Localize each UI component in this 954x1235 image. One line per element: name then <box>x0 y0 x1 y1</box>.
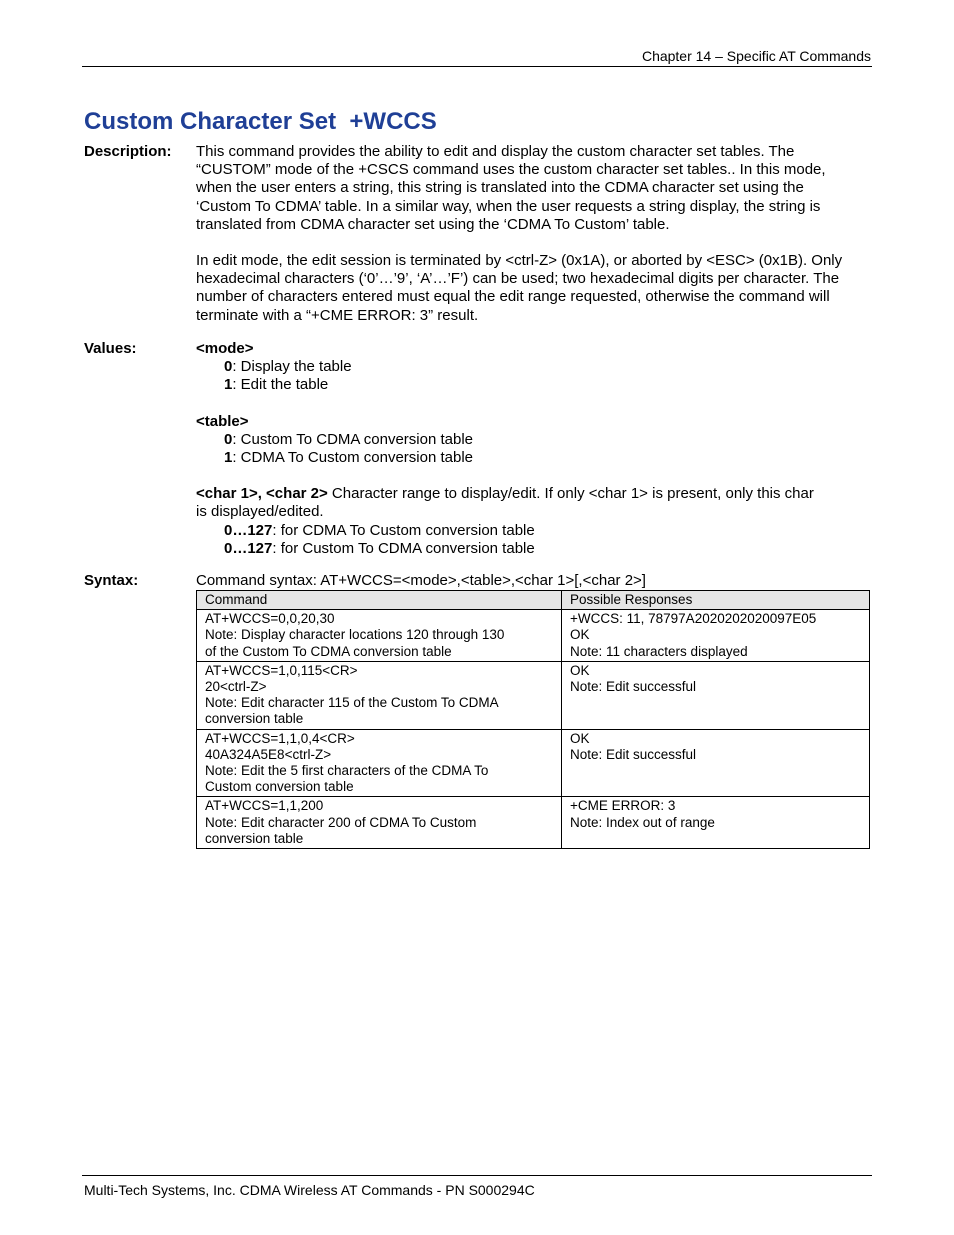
description-paragraph-2: In edit mode, the edit session is terminated by <ctrl-Z> (0x1A), or aborted by <ESC> (0x1B). Only hexadecimal characters (‘0’…’9’, ‘A’…’F’) can be used; two hexadecimal digits per character. The number of characters entered must equal the edit range requested, otherwise the command will terminate with a “+CME ERROR: 3” result. <box>196 252 843 324</box>
values-label: Values: <box>84 340 137 357</box>
values-body <box>196 340 856 558</box>
table-value: 1: CDMA To Custom conversion table <box>224 449 474 467</box>
mode-param: <mode> <box>196 340 254 357</box>
command-cell: AT+WCCS=0,0,20,30 Note: Display character locations 120 through 130 of the Custom To CDMA conversion table <box>197 610 562 662</box>
table-row <box>197 610 870 662</box>
syntax-line: Command syntax: AT+WCCS=<mode>,<table>,<char 1>[,<char 2>] <box>196 572 646 589</box>
chapter-title: Chapter 14 – Specific AT Commands <box>641 48 871 64</box>
response-cell: OK Note: Edit successful <box>562 661 870 729</box>
footer-text: Multi-Tech Systems, Inc. CDMA Wireless AT Commands - PN S000294C <box>84 1182 535 1198</box>
table-row <box>197 797 870 849</box>
command-table <box>196 590 870 849</box>
column-header-command: Command <box>197 591 562 610</box>
char-value: 0…127: for Custom To CDMA conversion table <box>224 539 535 557</box>
command-cell: AT+WCCS=1,0,115<CR> 20<ctrl-Z> Note: Edit character 115 of the Custom To CDMA conversion table <box>197 661 562 729</box>
table-row <box>197 729 870 797</box>
page-title: Custom Character Set +WCCS <box>84 108 437 135</box>
description-body <box>196 143 856 325</box>
table-value: 0: Custom To CDMA conversion table <box>224 430 474 448</box>
char-param: <char 1>, <char 2> Character range to display/edit. If only <char 1> is present, only this char is displayed/edited. <box>196 485 814 521</box>
page-footer <box>82 1175 872 1198</box>
page-header <box>82 47 872 67</box>
command-cell: AT+WCCS=1,1,200 Note: Edit character 200 of CDMA To Custom conversion table <box>197 797 562 849</box>
description-paragraph-1: This command provides the ability to edit and display the custom character set tables. The “CUSTOM” mode of the +CSCS command uses the custom character set tables.. In this mode, when the user enters a string, this string is translated into the CDMA character set using the ‘Custom To CDMA’ table. In a similar way, when the user requests a string display, the string is translated from CDMA character set using the ‘CDMA To Custom’ table. <box>196 143 826 233</box>
response-cell: +WCCS: 11, 78797A2020202020097E05 OK Note: 11 characters displayed <box>562 610 870 662</box>
response-cell: +CME ERROR: 3 Note: Index out of range <box>562 797 870 849</box>
command-cell: AT+WCCS=1,1,0,4<CR> 40A324A5E8<ctrl-Z> Note: Edit the 5 first characters of the CDMA To Custom conversion table <box>197 729 562 797</box>
syntax-label: Syntax: <box>84 572 139 589</box>
response-cell: OK Note: Edit successful <box>562 729 870 797</box>
mode-value: 0: Display the table <box>224 358 352 376</box>
column-header-responses: Possible Responses <box>562 591 870 610</box>
char-value: 0…127: for CDMA To Custom conversion table <box>224 521 535 539</box>
table-row <box>197 661 870 729</box>
table-header-row <box>197 591 870 610</box>
mode-value: 1: Edit the table <box>224 376 329 394</box>
description-label: Description: <box>84 143 172 160</box>
table-param: <table> <box>196 412 249 430</box>
